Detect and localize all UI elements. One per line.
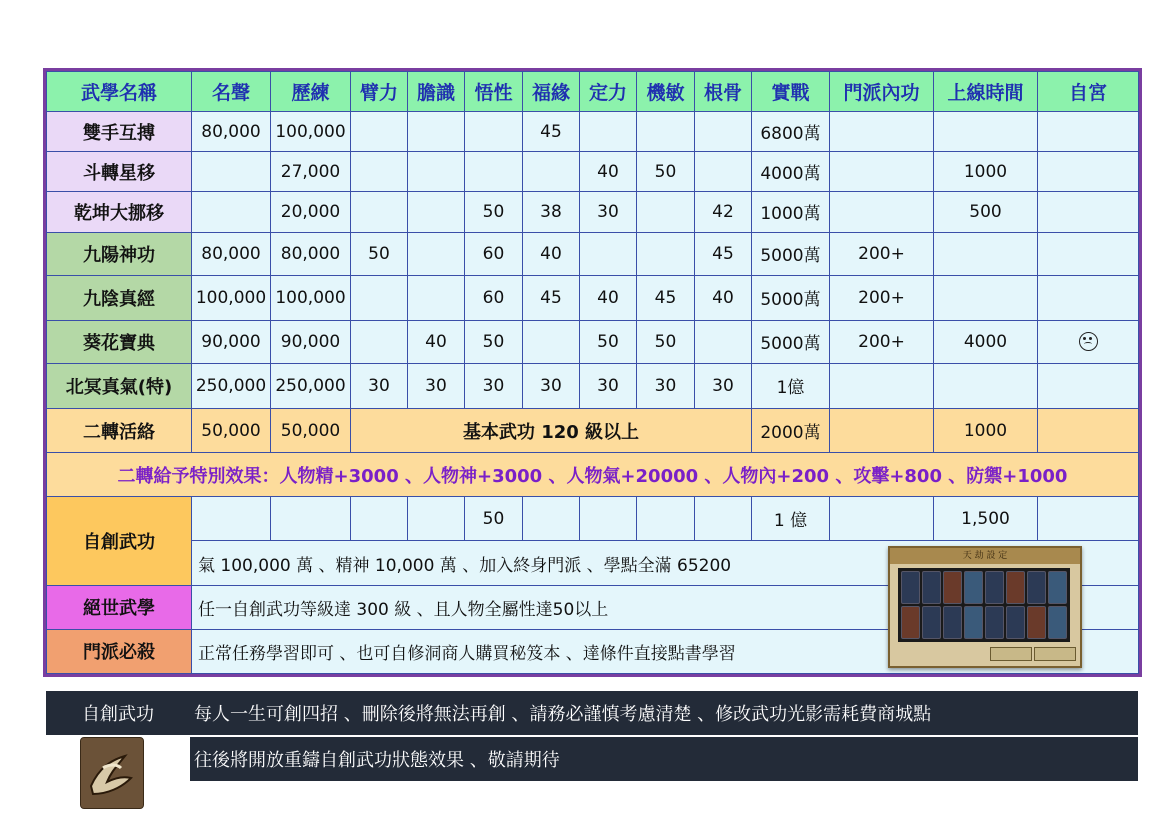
table-cell (351, 497, 408, 541)
table-cell: 50 (351, 232, 408, 275)
table-cell (830, 112, 934, 152)
skill-name: 自創武功 (47, 497, 192, 585)
table-cell (1038, 409, 1139, 453)
table-cell (1038, 320, 1139, 363)
table-cell: 45 (637, 275, 695, 320)
table-cell: 27,000 (271, 152, 351, 192)
table-cell (523, 320, 580, 363)
notice-row-2 (190, 737, 1138, 781)
table-cell: 40 (580, 152, 637, 192)
table-cell: 500 (934, 192, 1038, 232)
skill-name: 雙手互搏 (47, 112, 192, 152)
table-cell (580, 497, 637, 541)
table-cell: 200+ (830, 232, 934, 275)
column-header: 根骨 (695, 72, 752, 112)
table-row (47, 497, 1139, 541)
effect-row (47, 453, 1139, 497)
table-cell: 20,000 (271, 192, 351, 232)
table-cell: 1000萬 (752, 192, 830, 232)
table-cell: 4000萬 (752, 152, 830, 192)
table-cell (830, 363, 934, 408)
column-header: 上線時間 (934, 72, 1038, 112)
table-cell (1038, 275, 1139, 320)
table-cell: 5000萬 (752, 275, 830, 320)
skill-name: 門派必殺 (47, 629, 192, 673)
table-cell (351, 320, 408, 363)
table-cell (1038, 152, 1139, 192)
table-cell: 80,000 (271, 232, 351, 275)
table-row (47, 363, 1139, 408)
table-cell (351, 152, 408, 192)
table-cell: 45 (523, 112, 580, 152)
table-cell (523, 152, 580, 192)
table-cell (934, 363, 1038, 408)
table-cell (637, 192, 695, 232)
skill-name: 九陰真經 (47, 275, 192, 320)
table-cell (695, 112, 752, 152)
window-button (1034, 647, 1076, 661)
skill-name: 九陽神功 (47, 232, 192, 275)
notice-box (46, 691, 1138, 781)
table-cell: 80,000 (192, 232, 271, 275)
table-cell: 50 (465, 320, 523, 363)
skill-name: 乾坤大挪移 (47, 192, 192, 232)
table-cell: 38 (523, 192, 580, 232)
table-cell: 40 (695, 275, 752, 320)
skill-name: 二轉活絡 (47, 409, 192, 453)
table-cell (580, 112, 637, 152)
table-cell: 4000 (934, 320, 1038, 363)
header-row (47, 72, 1139, 112)
table-cell: 2000萬 (752, 409, 830, 453)
column-header: 歷練 (271, 72, 351, 112)
table-cell (465, 112, 523, 152)
table-cell: 42 (695, 192, 752, 232)
table-cell: 6800萬 (752, 112, 830, 152)
table-cell: 250,000 (192, 363, 271, 408)
table-cell (408, 192, 465, 232)
table-cell: 250,000 (271, 363, 351, 408)
table-row (47, 112, 1139, 152)
table-cell: 30 (408, 363, 465, 408)
table-cell: 1,500 (934, 497, 1038, 541)
table-cell (637, 112, 695, 152)
table-cell (830, 497, 934, 541)
column-header: 膽識 (408, 72, 465, 112)
table-cell: 45 (523, 275, 580, 320)
column-header: 機敏 (637, 72, 695, 112)
table-cell (637, 232, 695, 275)
table-cell: 90,000 (271, 320, 351, 363)
requirement-text: 氣 100,000 萬 、精神 10,000 萬 、加入終身門派 、學點全滿 65200 (192, 541, 1139, 585)
table-cell (408, 275, 465, 320)
table-cell (523, 497, 580, 541)
skill-icon-grid (898, 568, 1070, 642)
table-cell: 5000萬 (752, 320, 830, 363)
column-header: 門派內功 (830, 72, 934, 112)
table-cell (408, 497, 465, 541)
table-cell (1038, 497, 1139, 541)
table-cell: 45 (695, 232, 752, 275)
table-row (47, 320, 1139, 363)
table-cell (830, 152, 934, 192)
requirement-text: 正常任務學習即可 、也可自修洞商人購買秘笈本 、達條件直接點書學習 (192, 629, 1139, 673)
table-cell (830, 409, 934, 453)
table-cell: 1億 (752, 363, 830, 408)
table-cell: 50 (580, 320, 637, 363)
table-cell (408, 232, 465, 275)
notice-row-1 (46, 691, 1138, 735)
second-turn-effect: 二轉給予特別效果：人物精+3000 、人物神+3000 、人物氣+20000 、人物內+200 、攻擊+800 、防禦+1000 (47, 453, 1139, 497)
table-cell: 50,000 (271, 409, 351, 453)
table-cell (1038, 192, 1139, 232)
table-cell (934, 275, 1038, 320)
notice-line-2: 往後將開放重鑄自創武功狀態效果 、敬請期待 (194, 750, 560, 771)
skill-name: 北冥真氣(特) (47, 363, 192, 408)
table-cell: 30 (637, 363, 695, 408)
table-cell: 50 (637, 320, 695, 363)
table-cell (695, 152, 752, 192)
table-cell (351, 275, 408, 320)
table-cell (192, 497, 271, 541)
skill-name: 絕世武學 (47, 585, 192, 629)
table-cell (580, 232, 637, 275)
table-cell: 40 (580, 275, 637, 320)
table-cell: 100,000 (271, 275, 351, 320)
table-cell: 50 (465, 497, 523, 541)
table-cell: 30 (351, 363, 408, 408)
skill-name: 斗轉星移 (47, 152, 192, 192)
self-created-skill-icon (80, 737, 144, 809)
column-header: 福緣 (523, 72, 580, 112)
table-cell (351, 192, 408, 232)
table-cell: 40 (523, 232, 580, 275)
column-header: 名聲 (192, 72, 271, 112)
window-title: 天 劫 設 定 (890, 548, 1080, 564)
table-cell: 60 (465, 232, 523, 275)
table-row (47, 232, 1139, 275)
table-cell: 200+ (830, 275, 934, 320)
table-row (47, 409, 1139, 453)
table-cell: 30 (580, 192, 637, 232)
table-cell (408, 152, 465, 192)
table-cell: 1000 (934, 152, 1038, 192)
column-header: 自宮 (1038, 72, 1139, 112)
column-header: 臂力 (351, 72, 408, 112)
table-cell: 200+ (830, 320, 934, 363)
requirement-text: 基本武功 120 級以上 (351, 409, 752, 453)
table-cell: 50 (637, 152, 695, 192)
table-cell (408, 112, 465, 152)
table-cell (695, 497, 752, 541)
table-cell: 30 (523, 363, 580, 408)
table-cell (1038, 232, 1139, 275)
table-cell: 30 (695, 363, 752, 408)
requirement-text: 任一自創武功等級達 300 級 、且人物全屬性達50以上 (192, 585, 1139, 629)
table-cell (465, 152, 523, 192)
smile-icon (1079, 332, 1098, 351)
skill-name: 葵花寶典 (47, 320, 192, 363)
table-cell (192, 152, 271, 192)
table-row (47, 152, 1139, 192)
table-cell: 5000萬 (752, 232, 830, 275)
table-cell: 1000 (934, 409, 1038, 453)
column-header: 武學名稱 (47, 72, 192, 112)
table-cell (1038, 363, 1139, 408)
table-cell: 100,000 (192, 275, 271, 320)
table-cell (830, 192, 934, 232)
table-cell (637, 497, 695, 541)
table-cell (1038, 112, 1139, 152)
table-cell (192, 192, 271, 232)
column-header: 悟性 (465, 72, 523, 112)
table-cell: 30 (465, 363, 523, 408)
table-cell: 50 (465, 192, 523, 232)
table-row (47, 275, 1139, 320)
table-cell: 40 (408, 320, 465, 363)
table-cell (934, 112, 1038, 152)
table-cell (934, 232, 1038, 275)
table-cell (271, 497, 351, 541)
column-header: 實戰 (752, 72, 830, 112)
table-cell (695, 320, 752, 363)
table-cell: 30 (580, 363, 637, 408)
table-cell: 100,000 (271, 112, 351, 152)
table-cell: 90,000 (192, 320, 271, 363)
table-cell: 50,000 (192, 409, 271, 453)
window-button (990, 647, 1032, 661)
column-header: 定力 (580, 72, 637, 112)
table-cell (351, 112, 408, 152)
table-cell: 60 (465, 275, 523, 320)
notice-line-1: 每人一生可創四招 、刪除後將無法再創 、請務必謹慎考慮清楚 、修改武功光影需耗費商城點 (194, 704, 932, 725)
skill-setting-window-screenshot (888, 546, 1082, 668)
table-row (47, 192, 1139, 232)
table-cell: 1 億 (752, 497, 830, 541)
notice-label: 自創武功 (82, 704, 154, 725)
table-cell: 80,000 (192, 112, 271, 152)
